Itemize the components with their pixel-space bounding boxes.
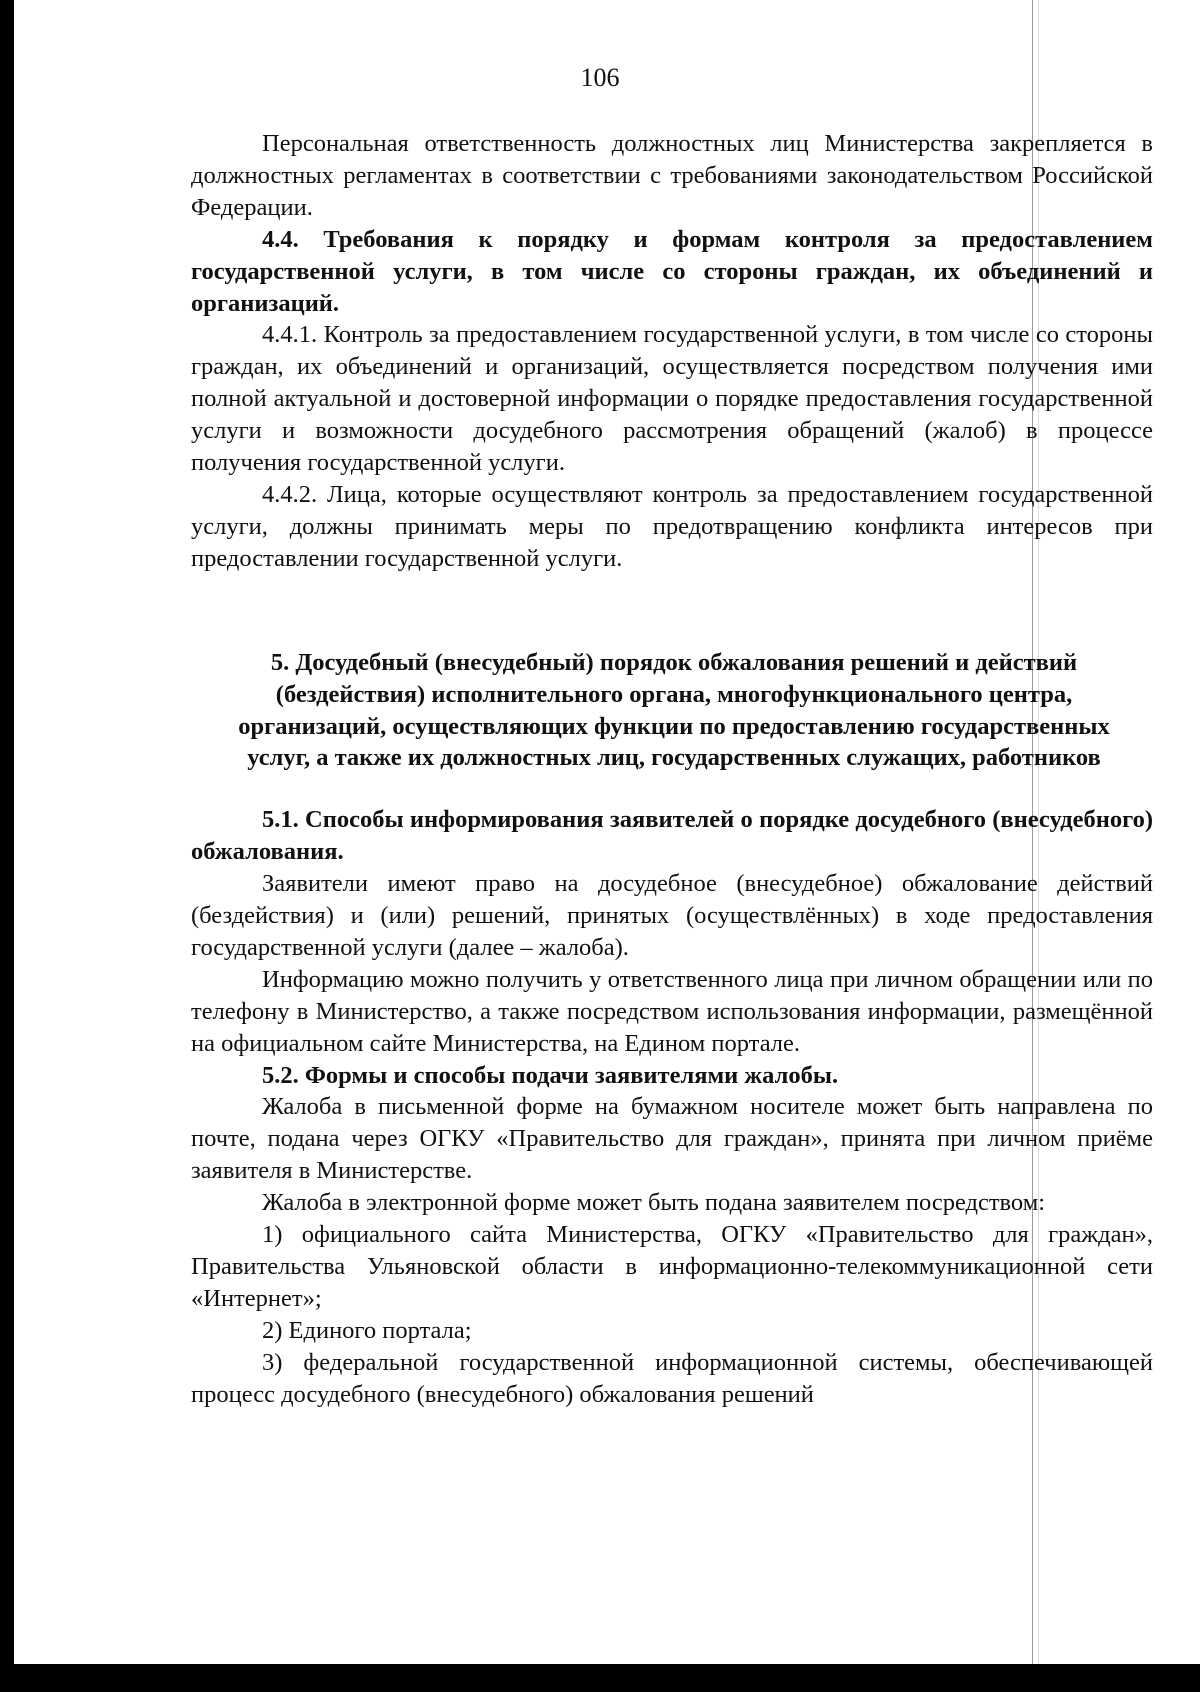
section-spacer: [191, 575, 1153, 647]
document-body: [191, 128, 1153, 1411]
paragraph: Персональная ответственность должностных лиц Министерства закрепляется в должностных регламентах в соответствии с требованиями законодательством Российской Федерации.: [191, 130, 1153, 221]
section-5-block: [191, 804, 1153, 1410]
paragraph: 4.4.2. Лица, которые осуществляют контроль за предоставлением государственной услуги, должны принимать меры по предотвращению конфликта интересов при предоставлении государственной услуги.: [191, 480, 1153, 572]
section-spacer: [191, 774, 1153, 804]
paragraph: Жалоба в электронной форме может быть подана заявителем посредством:: [262, 1189, 1046, 1217]
scan-border-bottom: [0, 1664, 1200, 1692]
scan-border-left: [0, 0, 14, 1692]
paragraph: Жалоба в письменной форме на бумажном носителе может быть направлена по почте, подана через ОГКУ «Правительство для граждан», принята при личном приёме заявителя в Министерстве.: [191, 1093, 1153, 1185]
section-5-title: 5. Досудебный (внесудебный) порядок обжалования решений и действий (бездействия) исполнительного органа, многофункционального центра, организаций, осуществляющих функции по предоставлению государственных услуг, а также их должностных лиц, государственных служащих, работников: [238, 648, 1110, 772]
section-heading: 4.4. Требования к порядку и формам контроля за предоставлением государственной услуги, в том числе со стороны граждан, их объединений и организаций.: [191, 225, 1153, 317]
page-number: 106: [580, 63, 620, 92]
paragraph: Информацию можно получить у ответственного лица при личном обращении или по телефону в Министерство, а также посредством использования информации, размещённой на официальном сайте Министерства, на Едином портале.: [191, 965, 1153, 1057]
paragraph: 3) федеральной государственной информационной системы, обеспечивающей процесс досудебного (внесудебного) обжалования решений: [191, 1348, 1153, 1408]
section-4-block: [191, 128, 1153, 575]
paragraph: 4.4.1. Контроль за предоставлением государственной услуги, в том числе со стороны граждан, их объединений и организаций, осуществляется посредством получения ими полной актуальной и достоверной информации о порядке предоставления государственной услуги и возможности досудебного рассмотрения обращений (жалоб) в процессе получения государственной услуги.: [191, 321, 1153, 477]
section-heading: 5.2. Формы и способы подачи заявителями жалобы.: [262, 1061, 839, 1089]
paragraph: 1) официального сайта Министерства, ОГКУ «Правительство для граждан», Правительства Ульяновской области в информационно-телекоммуникационной сети «Интернет»;: [191, 1221, 1153, 1312]
paragraph: 2) Единого портала;: [262, 1316, 472, 1344]
paragraph: Заявители имеют право на досудебное (внесудебное) обжалование действий (бездействия) и (или) решений, принятых (осуществлённых) в ходе предоставления государственной услуги (далее – жалоба).: [191, 870, 1153, 961]
section-heading: 5.1. Способы информирования заявителей о порядке досудебного (внесудебного) обжалования.: [191, 806, 1153, 866]
